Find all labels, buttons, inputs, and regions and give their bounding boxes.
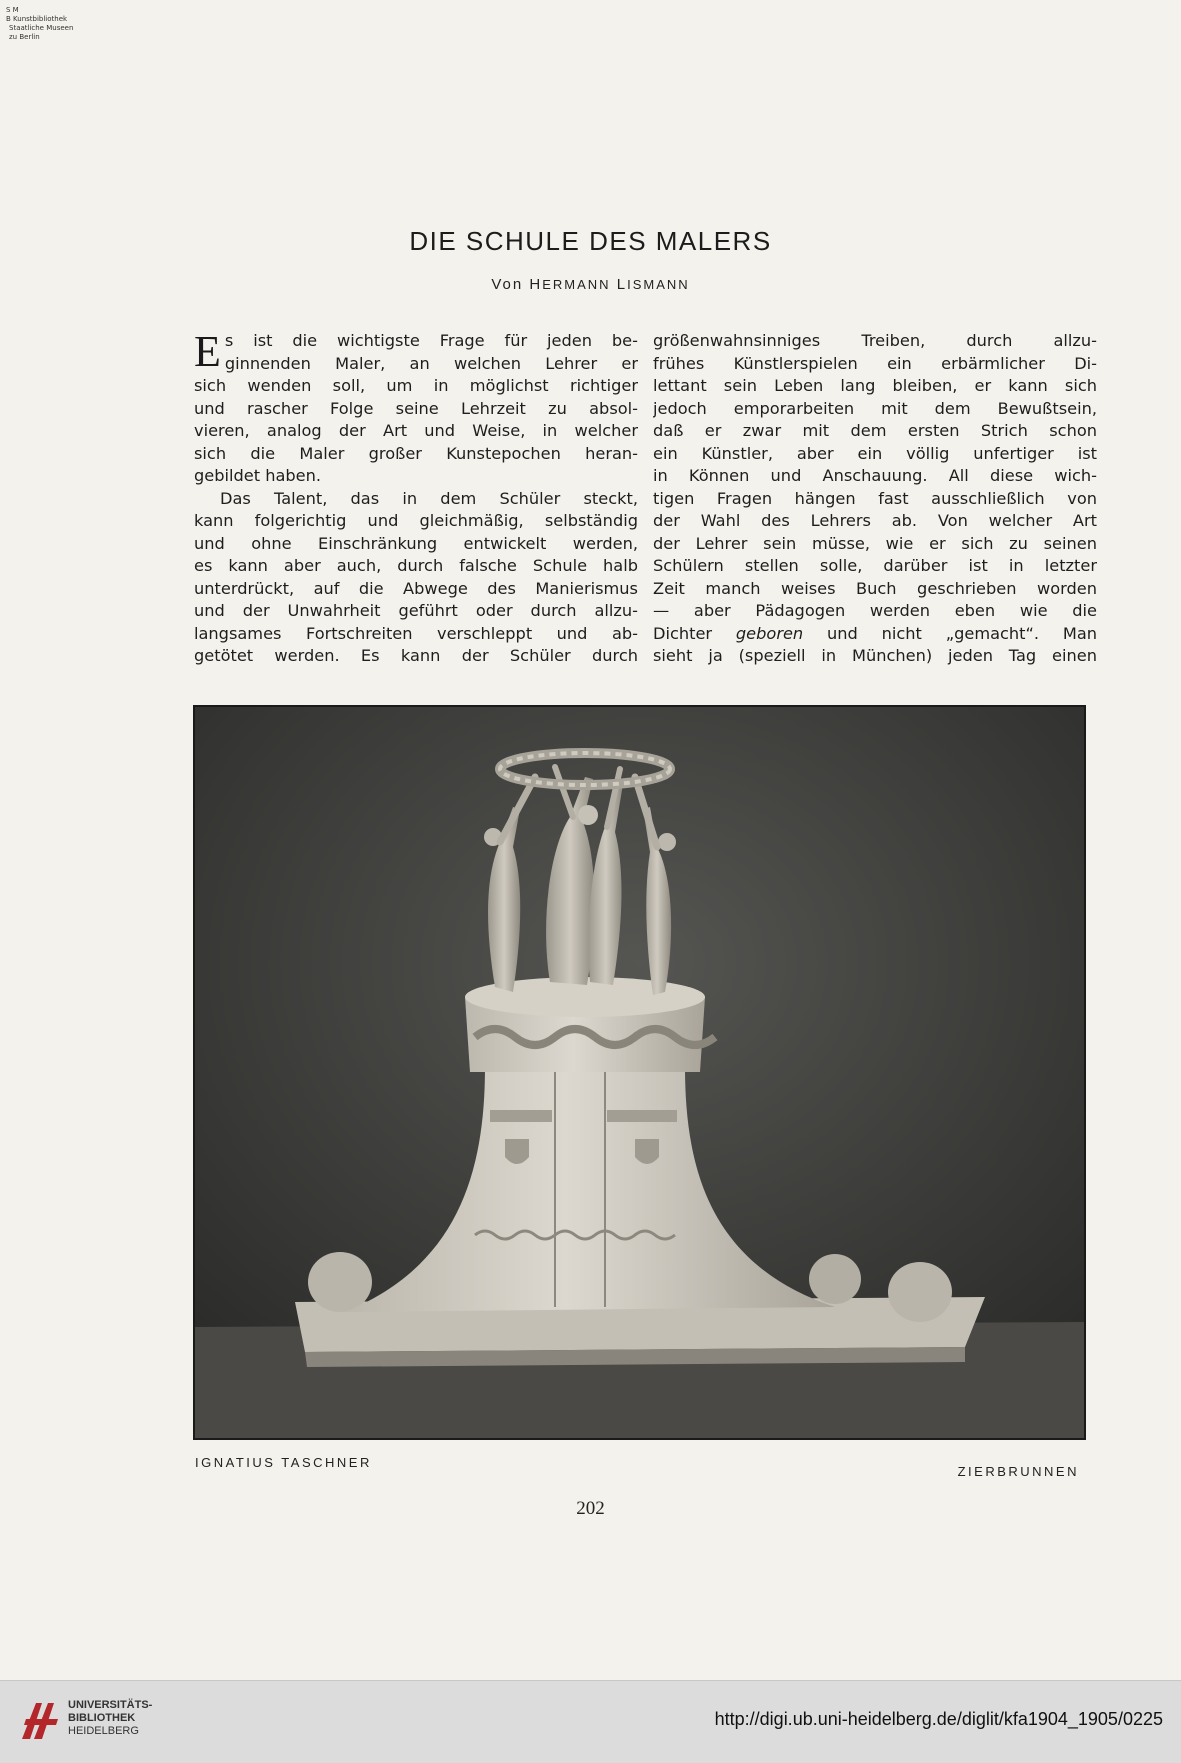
fountain-photograph (193, 705, 1086, 1440)
text-line: ein Künstler, aber ein völlig unfertiger ist (653, 443, 1097, 463)
library-stamp (6, 6, 73, 42)
text-line: sich die Maler großer Kunstepochen heran- (194, 443, 638, 463)
university-logo-text[interactable] (68, 1699, 152, 1738)
text-line: daß er zwar mit dem ersten Strich schon (653, 421, 1097, 440)
text-line: gebildet haben. (194, 466, 322, 485)
caption-artist: IGNATIUS TASCHNER (195, 1455, 372, 1470)
permalink-url[interactable]: http://digi.ub.uni-heidelberg.de/diglit/kfa1904_1905/0225 (714, 1709, 1163, 1729)
text-line: jedoch emporarbeiten mit dem Bewußtsein, (653, 398, 1097, 418)
fountain-illustration (195, 707, 1084, 1438)
byline-last-initial: L (616, 276, 628, 293)
logo-line: HEIDELBERG (68, 1725, 139, 1737)
university-logo-icon[interactable] (18, 1695, 62, 1747)
text-line: kann folgerichtig und gleichmäßig, selbständig (194, 511, 638, 530)
byline-first-initial: H (529, 276, 543, 293)
article-byline (0, 276, 1181, 293)
text-line: langsames Fortschreiten verschleppt und ab- (194, 623, 638, 643)
emphasis: geboren (735, 623, 804, 643)
text-line: lettant sein Leben lang bleiben, er kann sich (653, 376, 1097, 395)
left-text-column (194, 327, 638, 668)
logo-line: BIBLIOTHEK (68, 1712, 136, 1724)
text-line: sieht ja (speziell in München) jeden Tag einen (653, 646, 1097, 665)
byline-first-rest: ERMANN (542, 277, 611, 292)
text-line: in Können und Anschauung. All diese wich- (653, 466, 1097, 485)
text-line: ginnenden Maler, an welchen Lehrer er (224, 353, 638, 373)
stamp-line: S M (6, 6, 19, 14)
text-line: Schülern stellen solle, darüber ist in letzter (653, 556, 1097, 575)
text-line: getötet werden. Es kann der Schüler durch (194, 646, 638, 665)
text-line: der Wahl des Lehrers ab. Von welcher Art (653, 511, 1097, 530)
text-line: größenwahnsinniges Treiben, durch allzu- (653, 331, 1097, 350)
stamp-line: zu Berlin (9, 33, 40, 41)
text-line: der Lehrer sein müsse, wie er sich zu seinen (653, 533, 1097, 553)
text-line: sich wenden soll, um in möglichst richtiger (194, 376, 638, 395)
right-text-column (653, 330, 1097, 668)
text-line: s ist die wichtigste Frage für jeden be- (224, 331, 638, 350)
text-line: und ohne Einschränkung entwickelt werden, (194, 533, 638, 553)
text-line: Dichter geboren und nicht „gemacht“. Man (653, 623, 1097, 643)
viewer-footer (0, 1680, 1181, 1763)
stamp-line: Staatliche Museen (9, 24, 74, 32)
article-title: DIE SCHULE DES MALERS (409, 226, 772, 256)
text-line: unterdrückt, auf die Abwege des Manierismus (194, 578, 638, 598)
text-line: — aber Pädagogen werden eben wie die (653, 601, 1097, 620)
text-line: es kann aber auch, durch falsche Schule halb (194, 556, 638, 575)
text-line: Zeit manch weises Buch geschrieben worden (653, 578, 1097, 598)
text-line: und rascher Folge seine Lehrzeit zu absol- (194, 398, 638, 418)
text-line: Das Talent, das in dem Schüler steckt, (220, 488, 638, 508)
byline-last-rest: ISMANN (627, 277, 690, 292)
byline-von: Von (491, 276, 524, 293)
text-line: tigen Fragen hängen fast ausschließlich von (653, 488, 1097, 508)
page-number: 202 (576, 1498, 605, 1519)
text-line: vieren, analog der Art und Weise, in welcher (194, 421, 638, 440)
caption-title: ZIERBRUNNEN (957, 1464, 1079, 1479)
text-line: frühes Künstlerspielen ein erbärmlicher Di- (653, 353, 1097, 373)
logo-line: UNIVERSITÄTS- (68, 1699, 153, 1711)
drop-cap: E (194, 327, 221, 376)
text-line: und der Unwahrheit geführt oder durch allzu- (194, 601, 638, 620)
stamp-line: B Kunstbibliothek (6, 15, 68, 23)
